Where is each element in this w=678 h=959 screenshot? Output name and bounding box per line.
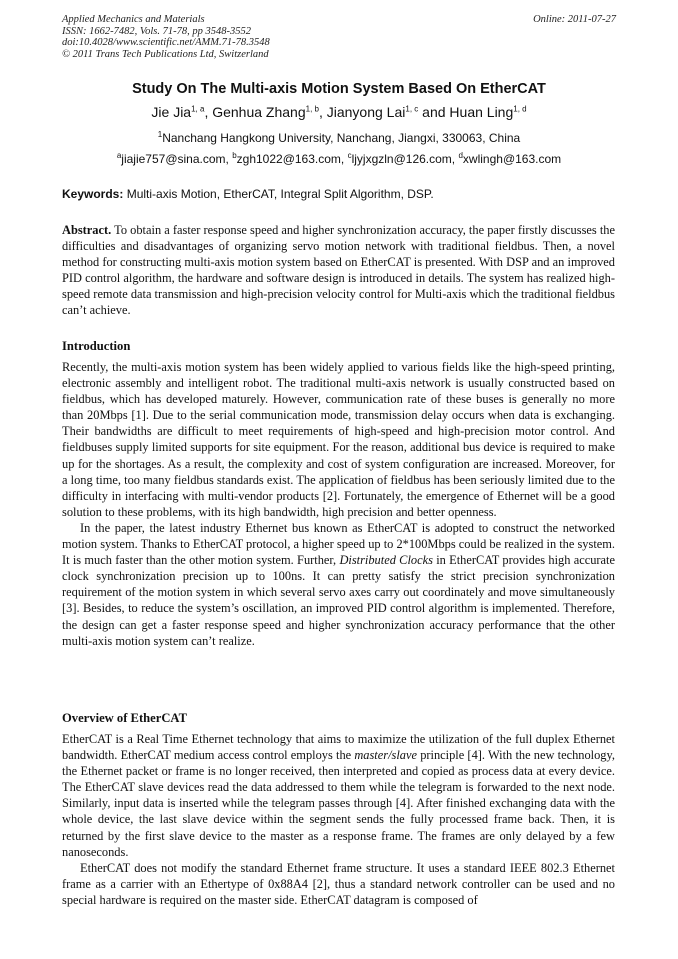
email-address: jiajie757@sina.com xyxy=(121,152,226,166)
journal-name: Applied Mechanics and Materials xyxy=(62,14,205,25)
copyright-line: © 2011 Trans Tech Publications Ltd, Switzerland xyxy=(62,48,269,60)
overview-body xyxy=(62,731,615,908)
emphasis-text: Distributed Clocks xyxy=(339,553,433,568)
author-list: Jie Jia$^{1, a}$, Genhua Zhang$^{1, b}$, Jianyong Lai$^{1, c}$ and Huan Ling$^{1, d}$ xyxy=(151,104,527,120)
abstract-text: To obtain a faster response speed and higher synchronization accuracy, the paper firstly discusses the difficulties and disadvantages of organizing servo motion network with traditional fieldbus. Then, a novel method for constructing multi-axis motion system based on EtherCAT is presented. With DSP and an improved PID control algorithm, the hardware and software design is introduced in details. The system has realized high-speed remote data transmission and high-precision velocity control for Multi-axis which the traditional fieldbus can’t achieve. xyxy=(62,223,615,318)
email-address: xwlingh@163.com xyxy=(462,152,562,166)
paper-title: Study On The Multi-axis Motion System Based On EtherCAT xyxy=(132,81,546,97)
doi-line: doi:10.4028/www.scientific.net/AMM.71-78.3548 xyxy=(62,37,270,49)
author-sup: 1, a xyxy=(191,104,205,114)
author-name: Huan Ling xyxy=(449,104,514,120)
email-address: zgh1022@163.com xyxy=(236,152,341,166)
author-sup: 1, b xyxy=(305,104,319,114)
affiliation-sup: 1 xyxy=(157,130,163,139)
paragraph-text: In the paper, the latest industry Ethernet bus known as EtherCAT is adopted to construct the networked motion system. Thanks to EtherCAT protocol, a higher speed up to 2*100Mbps could be realized in the system. It is much faster than the other motion system. Further, xyxy=(62,520,615,568)
abstract xyxy=(62,222,615,319)
journal-header xyxy=(62,14,270,60)
paragraph: EtherCAT does not modify the standard Ethernet frame structure. It uses a standard IEEE 802.3 Ethernet frame as a carrier with an Ethertype of 0x88A4 [2], thus a standard network controller can be used and no special hardware is required on the master side. EtherCAT datagram is composed of xyxy=(62,860,615,907)
section-heading-introduction: Introduction xyxy=(62,339,131,353)
affiliation xyxy=(0,131,678,145)
paragraph xyxy=(62,731,615,860)
author-name: Jie Jia xyxy=(151,104,192,120)
email-list: $^a$jiajie757@sina.com, $^b$zgh1022@163.com, $^c$ljyjxgzln@126.com, $^d$xwlingh@163.com xyxy=(116,151,562,166)
author-name: Genhua Zhang xyxy=(212,104,306,120)
emphasis-text: master/slave xyxy=(354,748,417,763)
issn-line: ISSN: 1662-7482, Vols. 71-78, pp 3548-3552 xyxy=(62,25,251,37)
email-sup: c xyxy=(347,151,352,160)
author-sup: 1, d xyxy=(513,104,527,114)
author-sup: 1, c xyxy=(405,104,419,114)
email-sup: d xyxy=(458,151,463,160)
affiliation-text: Nanchang Hangkong University, Nanchang, Jiangxi, 330063, China xyxy=(162,131,521,145)
introduction-body xyxy=(62,359,615,649)
email-address: ljyjxgzln@126.com xyxy=(351,152,452,166)
keywords-text: Multi-axis Motion, EtherCAT, Integral Split Algorithm, DSP. xyxy=(123,187,434,201)
keywords xyxy=(62,187,618,201)
email-sup: b xyxy=(232,151,237,160)
paragraph-text: EtherCAT is a Real Time Ethernet technology that aims to maximize the utilization of the full duplex Ethernet bandwidth. EtherCAT medium access control employs the xyxy=(62,732,615,763)
abstract-label: Abstract. xyxy=(62,223,112,237)
online-date: Online: 2011-07-27 xyxy=(533,14,616,25)
email-sup: a xyxy=(116,151,122,160)
keywords-label: Keywords: xyxy=(62,187,124,201)
paragraph: Recently, the multi-axis motion system has been widely applied to various fields like the high-speed printing, electronic assembly and intelligent robot. The traditional multi-axis network is usually constructed based on fieldbus, which has developed maturely. However, communication rate of these buses is generally no more than 20Mbps [1]. Due to the serial communication mode, transmission delay occurs when data is exchanging. Their bandwidths are difficult to meet requirements of high-speed and high-precision motor control. And fieldbuses supply limited supports for site equipment. For the reason, additional bus device is required to make up for the shortages. As a result, the complexity and cost of system configuration are increased. Moreover, for a long time, too many fieldbus standards exist. The application of fieldbus has been seriously limited due to the difficulty in interfacing with multi-vendor products [2]. Fortunately, the emergence of Ethernet will be a good solution to these problems, with its high bandwidth, high precision and better openness. xyxy=(62,360,615,519)
section-heading-overview: Overview of EtherCAT xyxy=(62,711,187,725)
paragraph-text: principle [4]. With the new technology, the Ethernet packet or frame is no longer received, then interpreted and copied as process data at every device. The EtherCAT slave devices read the data addressed to them while the telegram is forwarded to the next node. Similarly, input data is inserted while the telegram passes through [4]. After finished exchanging data with the whole device, the last slave device within the segment sends the fully processed frame back. Then, it is returned by the first slave device to the master as a response frame. The frames are only delayed by a few nanoseconds. xyxy=(62,748,615,859)
paragraph xyxy=(62,520,615,649)
paragraph-text: in EtherCAT provides high accurate clock synchronization precision up to 100ns. It can pretty satisfy the strict precision synchronization requirement of the motion system in which several servo axes carry out coordinately and move simultaneously [3]. Besides, to reduce the system’s oscillation, an improved PID control algorithm is implemented. Therefore, the design can get a faster response speed and higher synchronization accuracy performance that the other multi-axis motion system can’t realize. xyxy=(62,553,615,648)
author-name: Jianyong Lai xyxy=(326,104,406,120)
